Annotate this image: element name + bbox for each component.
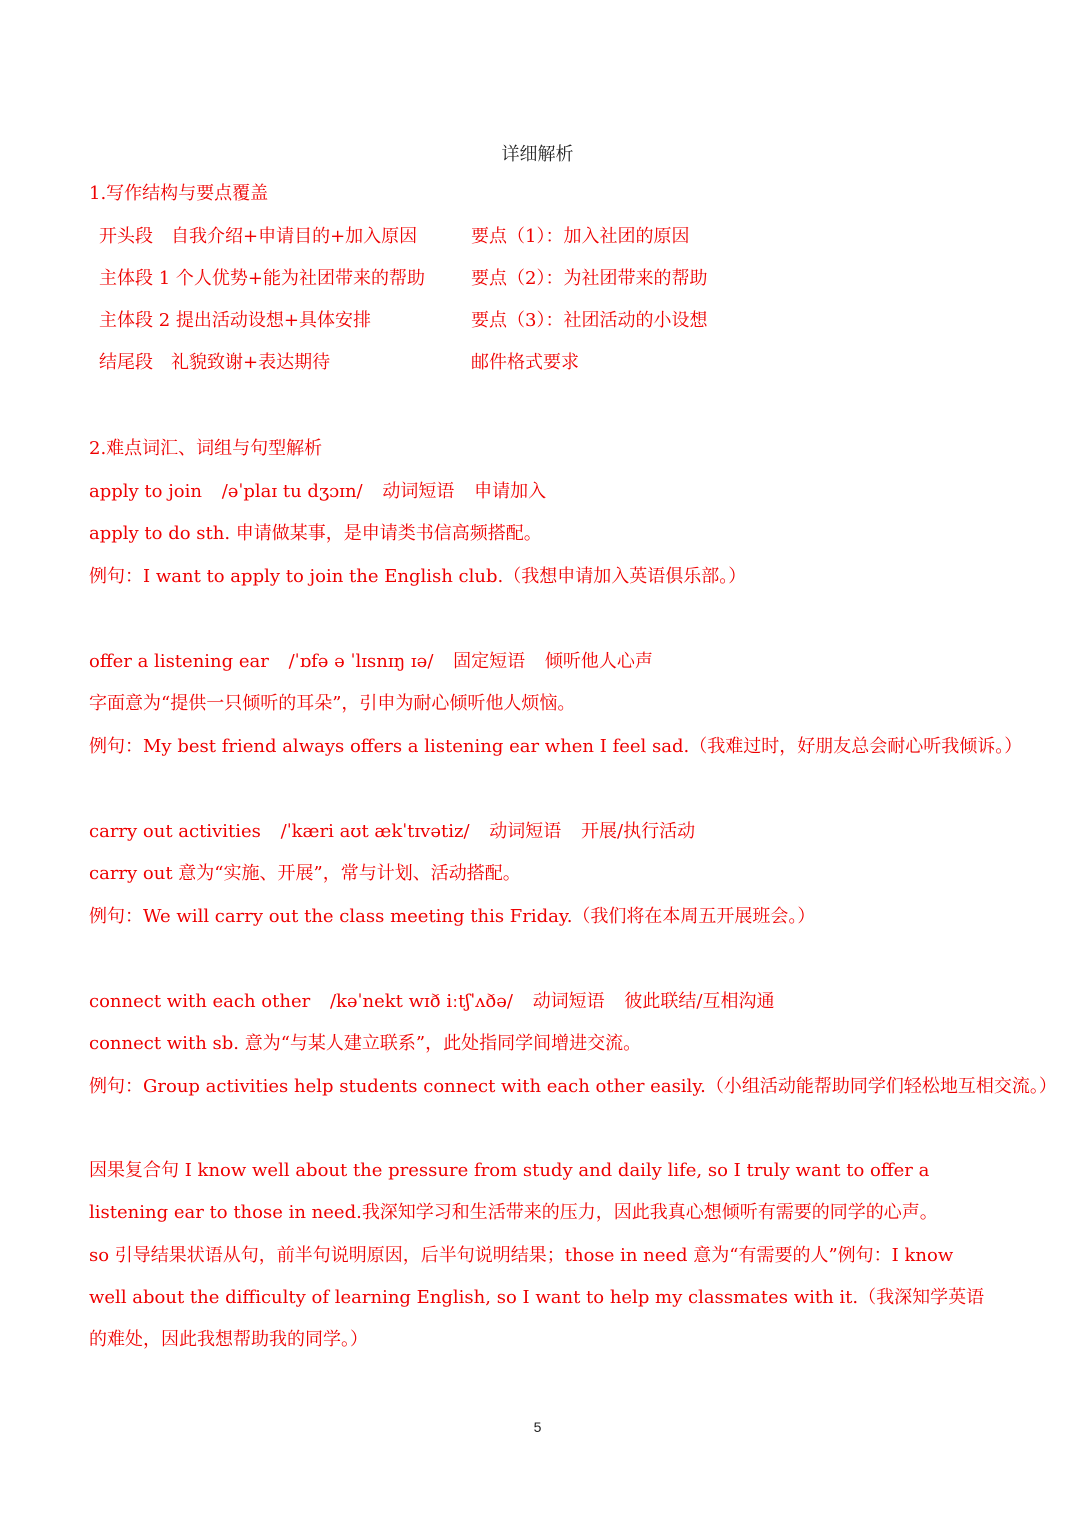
structure-point: 邮件格式要求 (471, 352, 579, 373)
vocab-entry-header (89, 990, 789, 1014)
structure-point: 要点（3）：社团活动的小设想 (471, 310, 708, 331)
section1-heading: 1.写作结构与要点覆盖 (89, 183, 269, 204)
structure-part: 主体段 1 个人优势+能为社团带来的帮助 (99, 268, 425, 289)
vocab-note: connect with sb. 意为“与某人建立联系”，此处指同学间增进交流。 (89, 1033, 642, 1054)
structure-row (99, 225, 690, 249)
vocab-phrase: carry out activities (89, 821, 261, 842)
vocab-phrase: connect with each other (89, 991, 311, 1012)
vocab-entry-header (89, 820, 709, 844)
vocab-meaning: 倾听他人心声 (544, 651, 653, 672)
vocab-entry-header (89, 480, 560, 504)
vocab-note: carry out 意为“实施、开展”，常与计划、活动搭配。 (89, 863, 521, 884)
sentence-analysis: so 引导结果状语从句，前半句说明原因，后半句说明结果；those in need 意为“有需要的人”例句：I know well about the difficulty of learning English, so I want to help my classmates with it.（我深知学英语的难处，因此我想帮助我的同学。） (89, 1245, 985, 1350)
structure-row (99, 309, 708, 333)
vocab-example: 例句：We will carry out the class meeting this Friday.（我们将在本周五开展班会。） (89, 906, 816, 927)
structure-point: 要点（2）：为社团带来的帮助 (471, 268, 708, 289)
structure-part: 结尾段 礼貌致谢+表达期待 (99, 352, 331, 373)
structure-row (99, 351, 579, 375)
vocab-phrase: apply to join (89, 481, 202, 502)
sentence-pattern: 因果复合句 I know well about the pressure from study and daily life, so I truly want to offer a listening ear to those in need.我深知学习和生活带来的压力，因此我真心想倾听有需要的同学的心声。 (89, 1160, 938, 1223)
page-title: 详细解析 (501, 144, 574, 165)
vocab-phonetic: /ˈkæri aʊt ækˈtɪvətiz/ (280, 821, 470, 842)
vocab-entry-header (89, 650, 667, 674)
vocab-phonetic: /ˈɒfə ə ˈlɪsnɪŋ ɪə/ (288, 651, 434, 672)
vocab-note: apply to do sth. 申请做某事，是申请类书信高频搭配。 (89, 523, 542, 544)
structure-row (99, 267, 708, 291)
vocab-example: 例句：Group activities help students connect with each other easily.（小组活动能帮助同学们轻松地互相交流。） (89, 1076, 1057, 1097)
vocab-note: 字面意为“提供一只倾听的耳朵”，引申为耐心倾听他人烦恼。 (89, 693, 576, 714)
vocab-pos: 动词短语 (532, 991, 605, 1012)
page-number: 5 (533, 1419, 542, 1435)
vocab-phonetic: /kəˈnekt wɪð iːtʃˈʌðə/ (329, 991, 513, 1012)
vocab-pos: 动词短语 (382, 481, 455, 502)
vocab-phrase: offer a listening ear (89, 651, 269, 672)
vocab-pos: 动词短语 (489, 821, 562, 842)
structure-part: 开头段 自我介绍+申请目的+加入原因 (99, 226, 418, 247)
vocab-pos: 固定短语 (453, 651, 526, 672)
section2-heading: 2.难点词汇、词组与句型解析 (89, 438, 323, 459)
vocab-meaning: 彼此联结/互相沟通 (624, 991, 775, 1012)
vocab-example: 例句：My best friend always offers a listening ear when I feel sad.（我难过时，好朋友总会耐心听我倾诉。） (89, 736, 1023, 757)
vocab-meaning: 申请加入 (474, 481, 547, 502)
vocab-phonetic: /əˈplaɪ tu dʒɔɪn/ (221, 481, 363, 502)
vocab-example: 例句：I want to apply to join the English club.（我想申请加入英语俱乐部。） (89, 566, 747, 587)
structure-part: 主体段 2 提出活动设想+具体安排 (99, 310, 371, 331)
vocab-meaning: 开展/执行活动 (581, 821, 696, 842)
structure-point: 要点（1）：加入社团的原因 (471, 226, 690, 247)
